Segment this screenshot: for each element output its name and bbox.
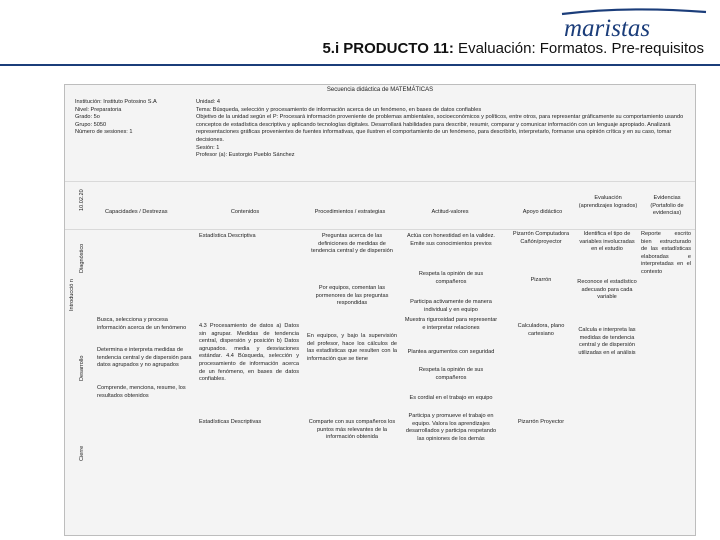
- page-title: 5.i PRODUCTO 11: Evaluación: Formatos. Pre-requisitos: [322, 40, 704, 57]
- apoyo-1: Pizarrón Computadora Cañón/proyector: [512, 231, 570, 245]
- col-evaluacion: Evaluación (aprendizajes logrados): [578, 195, 638, 209]
- proc-4: Comparte con sus compañeros los puntos más relevantes de la información obtenida: [308, 419, 396, 441]
- cap-text-1: Busca, selecciona y procesa información acerca de un fenómeno: [97, 317, 187, 331]
- act-6: Respeta la opinión de sus compañeros: [418, 367, 484, 381]
- divider: [65, 181, 695, 182]
- logo-text: maristas: [564, 15, 651, 42]
- phase-cierre: Cierre: [79, 445, 85, 461]
- eval-2: Reconoce el estadístico adecuado para cada variable: [577, 279, 637, 301]
- doc-header: Secuencia didáctica de MATEMÁTICAS: [326, 87, 434, 93]
- left-info: Institución: Instituto Potosino S.A Nivel: Preparatoria Grado: 5o Grupo: 5050 Número de sesiones: 1: [75, 99, 157, 136]
- title-rule: [0, 64, 720, 66]
- phase-introduccion: Introducció n: [69, 278, 75, 311]
- col-procedimientos: Procedimientos / estrategias: [314, 209, 386, 215]
- date-label: 10.02.20: [79, 189, 85, 211]
- proc-1: Preguntas acerca de las definiciones de medidas de tendencia central y de dispersión: [311, 233, 393, 255]
- act-8: Participa y promueve el trabajo en equipo. Valora los aprendizajes desarrollados y participa respetando las opiniones de los demás: [405, 413, 497, 442]
- evid-1: Reporte escrito bien estructurado de las estadísticas elaboradas e interpretadas en el contexto: [641, 231, 691, 275]
- cap-text-2: Determina e interpreta medidas de tendencia central y de dispersión para datos agrupados y no agrupados: [97, 347, 192, 369]
- cap-text-3: Comprende, menciona, resume, los resultados obtenidos: [97, 385, 186, 399]
- col-apoyo: Apoyo didáctico: [522, 209, 563, 215]
- act-1: Actúa con honestidad en la validez. Emite sus conocimientos previos: [406, 233, 495, 247]
- cont-3: Estadísticas Descriptivas: [199, 419, 262, 425]
- col-capacidades: Capacidades / Destrezas: [105, 209, 168, 215]
- phase-desarrollo: Desarrollo: [79, 355, 85, 381]
- act-5: Plantea argumentos con seguridad: [407, 349, 495, 355]
- eval-1: Identifica el tipo de variables involucradas en el estudio: [579, 231, 635, 253]
- cont-1: Estadística Descriptiva: [199, 233, 256, 239]
- act-3: Participa activamente de manera individual y en equipo: [410, 299, 492, 313]
- apoyo-2: Pizarrón: [530, 277, 552, 283]
- col-actitud: Actitud-valores: [431, 209, 469, 215]
- cont-2: 4.3 Procesamiento de datos a) Datos sin agrupar. Medidas de tendencia central, dispersión y posición b) Datos agrupados. media y desviaciones estándar. 4.4 Búsqueda, selección y procesamiento de información acerca de un fenómeno, en bases de datos confiables.: [199, 323, 299, 383]
- apoyo-4: Pizarrón Proyector: [517, 419, 565, 425]
- act-7: Es cordial en el trabajo en equipo: [409, 395, 493, 401]
- proc-2: Por equipos, comentan las pormenores de las preguntas respondidas: [315, 285, 389, 307]
- act-2: Respeta la opinión de sus compañeros: [418, 271, 484, 285]
- divider: [65, 229, 695, 230]
- act-4: Muestra rigurosidad para representar e interpretar relaciones: [404, 317, 498, 331]
- maristas-logo: [558, 8, 708, 42]
- right-info: Unidad: 4 Tema: Búsqueda, selección y procesamiento de información acerca de un fenómeno, en bases de datos confiables Objetivo de la unidad según el P: Procesará información proveniente de problemas ambientales, socioeconómicos y políticos, entre otros, para representar gráficamente su comportamiento usando conceptos de estadística descriptiva y aplicando tecnologías digitales. Desarrollará habilidades para describir, resumir, comparar y comunicar información con un lenguaje apropiado. Analizará representaciones gráficas provenientes de fuentes informativas, que ilustren el comportamiento de un fenómeno, para describirlo, interpretarlo, formarse una opinión crítica y en su caso, tomar decisiones. Sesión: 1 Profesor (a): Eustorgio Pueblo Sánchez: [196, 99, 684, 159]
- col-contenidos: Contenidos: [230, 209, 260, 215]
- eval-3: Calcula e interpreta las medidas de tendencia central y de dispersión utilizadas en el análisis: [578, 327, 636, 356]
- proc-3: En equipos, y bajo la supervisión del profesor, hace los cálculos de las estadísticas que resulten con la información que se tiene: [307, 333, 397, 362]
- phase-diagnostico: Diagnóstico: [79, 243, 85, 273]
- apoyo-3: Calculadora, plano cartesiano: [517, 323, 565, 337]
- col-evidencias: Evidencias (Portafolio de evidencias): [650, 195, 684, 217]
- document-table: [64, 84, 696, 536]
